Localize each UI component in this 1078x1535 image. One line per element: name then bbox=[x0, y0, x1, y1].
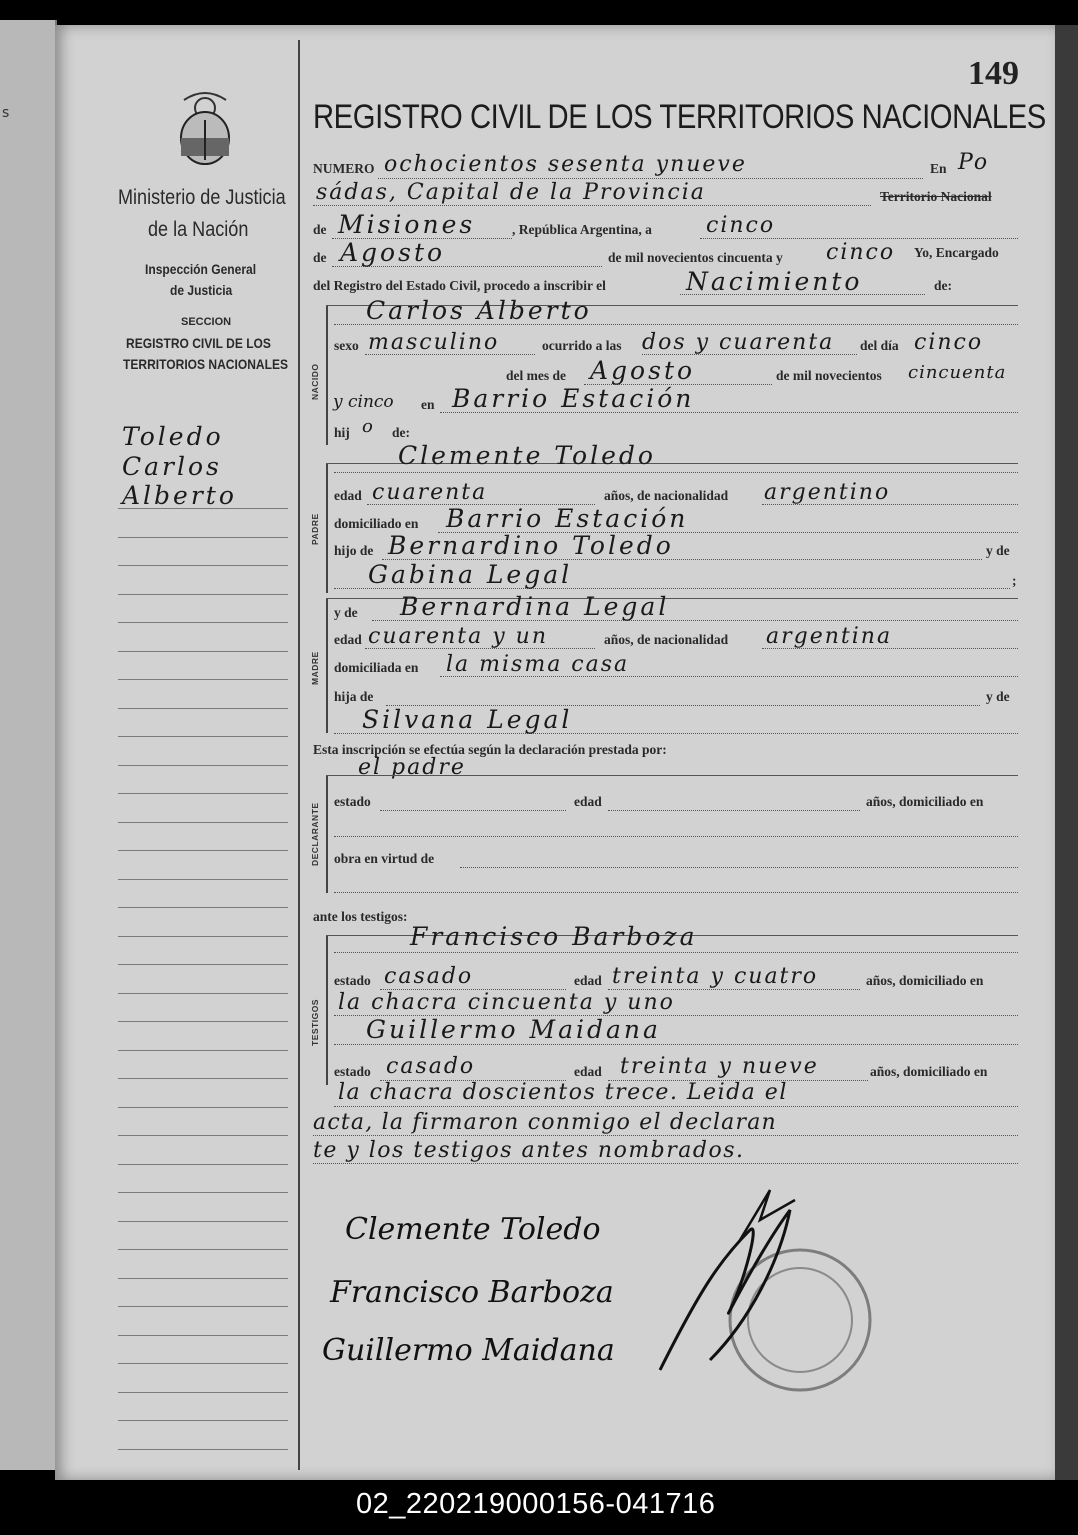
en-label: En bbox=[930, 161, 947, 176]
margin-ruling-line bbox=[118, 793, 288, 794]
nac-dia-value: cinco bbox=[914, 330, 984, 355]
declarante-value: el padre bbox=[358, 755, 466, 780]
declarante-estado-label: estado bbox=[334, 794, 371, 809]
nac-anio-value: cincuenta bbox=[908, 362, 1007, 383]
margin-ruling-line bbox=[118, 708, 288, 709]
padre-dom-label: domiciliado en bbox=[334, 516, 419, 531]
margin-ruling-line bbox=[118, 1449, 288, 1450]
signature-guillermo-maidana: Guillermo Maidana bbox=[322, 1333, 615, 1368]
hij-de: de: bbox=[392, 425, 410, 440]
margin-ruling-line bbox=[118, 594, 288, 595]
padre-y-de: y de bbox=[986, 543, 1010, 558]
document-code: 02_220219000156-041716 bbox=[356, 1488, 716, 1520]
page-title: REGISTRO CIVIL DE LOS TERRITORIOS NACIONALES bbox=[313, 98, 1046, 136]
signature-clemente-toledo: Clemente Toledo bbox=[345, 1212, 601, 1247]
t1-edad: treinta y cuatro bbox=[612, 964, 819, 989]
madre-hija-de-label: hija de bbox=[334, 689, 374, 704]
t2-dom: la chacra doscientos trece. Leida el bbox=[338, 1080, 788, 1105]
numero-value: ochocientos sesenta ynueve bbox=[384, 152, 747, 177]
padre-dom: Barrio Estación bbox=[446, 504, 689, 533]
previous-page-edge: s bbox=[0, 20, 57, 1470]
madre-nac: argentina bbox=[766, 624, 893, 649]
madre-y-de2: y de bbox=[986, 689, 1010, 704]
margin-ruling-line bbox=[118, 736, 288, 737]
margin-ruling-line bbox=[118, 850, 288, 851]
margin-ruling-line bbox=[118, 879, 288, 880]
margin-ruling-line bbox=[118, 565, 288, 566]
margin-name-line1: Toledo bbox=[122, 422, 224, 451]
margin-ruling-line bbox=[118, 1306, 288, 1307]
margin-line bbox=[298, 40, 300, 1470]
footer-bar bbox=[0, 1480, 1078, 1535]
madre-edad-label: edad bbox=[334, 632, 362, 647]
ocurrido-label: ocurrido a las bbox=[542, 338, 622, 353]
testigo2-nombre: Guillermo Maidana bbox=[366, 1015, 661, 1044]
de-label: de bbox=[313, 222, 327, 237]
del-dia-label: del día bbox=[860, 338, 899, 353]
lugar-value: sádas, Capital de la Provincia bbox=[316, 180, 706, 205]
hij-value: o bbox=[362, 416, 375, 437]
inspeccion-line1: Inspección General bbox=[145, 261, 257, 277]
registro-label: del Registro del Estado Civil, procedo a inscribir el bbox=[313, 278, 606, 293]
ministry-line2: de la Nación bbox=[148, 218, 249, 241]
madre-dom-label: domiciliada en bbox=[334, 660, 419, 675]
del-mes-label: del mes de bbox=[506, 368, 566, 383]
en-value: Po bbox=[958, 150, 990, 175]
padre-nac-label: años, de nacionalidad bbox=[604, 488, 729, 503]
declarante-side-label: DECLARANTE bbox=[310, 802, 320, 866]
margin-ruling-line bbox=[118, 1107, 288, 1108]
padre-madre: Gabina Legal bbox=[368, 560, 573, 589]
margin-ruling-line bbox=[118, 765, 288, 766]
madre-madre: Silvana Legal bbox=[362, 705, 573, 734]
anio-value: cinco bbox=[826, 240, 896, 265]
page-number: 149 bbox=[968, 55, 1019, 92]
testigos-side-label: TESTIGOS bbox=[310, 999, 320, 1046]
padre-side-label: PADRE bbox=[310, 513, 320, 545]
lugar-nac-value: Barrio Estación bbox=[452, 384, 695, 413]
margin-name-line2: Carlos bbox=[122, 452, 222, 481]
margin-ruling-line bbox=[118, 1164, 288, 1165]
seccion-label: SECCION bbox=[181, 316, 232, 328]
mil-label: de mil novecientos bbox=[776, 368, 882, 383]
t2-edad: treinta y nueve bbox=[620, 1054, 819, 1079]
madre-side-label: MADRE bbox=[310, 651, 320, 685]
nac-mes-value: Agosto bbox=[590, 356, 696, 385]
t1-dom-label: años, domiciliado en bbox=[866, 973, 984, 988]
margin-ruling-line bbox=[118, 1363, 288, 1364]
sexo-value: masculino bbox=[368, 330, 500, 355]
madre-edad: cuarenta y un bbox=[368, 624, 549, 649]
madre-y-de: y de bbox=[334, 605, 358, 620]
margin-ruling-line bbox=[118, 1420, 288, 1421]
testigos-label: ante los testigos: bbox=[313, 909, 408, 924]
provincia-value: Misiones bbox=[338, 210, 476, 239]
official-stamp-and-signature bbox=[640, 1170, 880, 1430]
margin-ruling-line bbox=[118, 1050, 288, 1051]
madre-nac-label: años, de nacionalidad bbox=[604, 632, 729, 647]
territorio-label: Territorio Nacional bbox=[880, 189, 992, 204]
margin-ruling-line bbox=[118, 1335, 288, 1336]
margin-ruling-line bbox=[118, 1192, 288, 1193]
margin-ruling-line bbox=[118, 1392, 288, 1393]
page-edge bbox=[1055, 25, 1078, 1480]
inspeccion-line2: de Justicia bbox=[170, 282, 233, 298]
encargado-label: Yo, Encargado bbox=[914, 245, 999, 260]
sexo-label: sexo bbox=[334, 338, 359, 353]
obra-label: obra en virtud de bbox=[334, 851, 435, 866]
cierre-line2: te y los testigos antes nombrados. bbox=[313, 1138, 745, 1163]
nacido-side-label: NACIDO bbox=[310, 363, 320, 400]
t1-edad-label: edad bbox=[574, 973, 602, 988]
t2-estado-label: estado bbox=[334, 1064, 371, 1079]
padre-padre: Bernardino Toledo bbox=[388, 531, 674, 560]
margin-ruling-line bbox=[118, 936, 288, 937]
cierre-line1: acta, la firmaron conmigo el declaran bbox=[313, 1110, 777, 1135]
de-colon: de: bbox=[934, 278, 952, 293]
madre-nombre: Bernardina Legal bbox=[400, 592, 670, 621]
t2-estado: casado bbox=[386, 1054, 476, 1079]
hora-value: dos y cuarenta bbox=[642, 330, 835, 355]
de-label2: de bbox=[313, 250, 327, 265]
t2-dom-label: años, domiciliado en bbox=[870, 1064, 988, 1079]
madre-dom: la misma casa bbox=[446, 652, 630, 677]
margin-ruling-line bbox=[118, 822, 288, 823]
margin-ruling-line bbox=[118, 622, 288, 623]
t1-estado-label: estado bbox=[334, 973, 371, 988]
margin-ruling-line bbox=[118, 1221, 288, 1222]
signature-francisco-barboza: Francisco Barboza bbox=[330, 1275, 614, 1310]
acto-value: Nacimiento bbox=[686, 267, 863, 296]
declarante-dom-label: años, domiciliado en bbox=[866, 794, 984, 809]
margin-ruling-line bbox=[118, 964, 288, 965]
hij-label: hij bbox=[334, 425, 350, 440]
ministry-line1: Ministerio de Justicia bbox=[118, 186, 286, 209]
nac-anio-value2: y cinco bbox=[333, 392, 394, 412]
padre-edad: cuarenta bbox=[372, 480, 488, 505]
margin-ruling-line bbox=[118, 1249, 288, 1250]
margin-ruling-line bbox=[118, 1135, 288, 1136]
seccion-line1: REGISTRO CIVIL DE LOS bbox=[126, 335, 271, 351]
dia-value: cinco bbox=[706, 213, 776, 238]
margin-name-line3: Alberto bbox=[122, 481, 237, 510]
seccion-line2: TERRITORIOS NACIONALES bbox=[123, 356, 289, 372]
margin-ruling-line bbox=[118, 679, 288, 680]
margin-ruling-line bbox=[118, 1278, 288, 1279]
padre-semicolon: ; bbox=[1012, 573, 1017, 588]
declarante-edad-label: edad bbox=[574, 794, 602, 809]
t2-edad-label: edad bbox=[574, 1064, 602, 1079]
numero-label: NUMERO bbox=[313, 161, 375, 176]
t1-dom: la chacra cincuenta y uno bbox=[338, 990, 675, 1015]
en-label2: en bbox=[421, 397, 435, 412]
nombre-value: Carlos Alberto bbox=[366, 296, 592, 325]
margin-ruling-line bbox=[118, 537, 288, 538]
margin-ruling-line bbox=[118, 1021, 288, 1022]
margin-ruling-line bbox=[118, 993, 288, 994]
margin-ruling-line bbox=[118, 907, 288, 908]
margin-ruling-line bbox=[118, 1078, 288, 1079]
declaracion-label: Esta inscripción se efectúa según la declaración prestada por: bbox=[313, 742, 667, 757]
padre-edad-label: edad bbox=[334, 488, 362, 503]
testigo1-nombre: Francisco Barboza bbox=[410, 922, 698, 951]
anio-label: de mil novecientos cincuenta y bbox=[608, 250, 783, 265]
coat-of-arms-icon bbox=[176, 90, 234, 166]
padre-nombre: Clemente Toledo bbox=[398, 441, 656, 470]
republica-label: , República Argentina, a bbox=[512, 222, 652, 237]
t1-estado: casado bbox=[384, 964, 474, 989]
margin-ruling-line bbox=[118, 651, 288, 652]
mes-value: Agosto bbox=[340, 238, 446, 267]
padre-nac: argentino bbox=[764, 480, 891, 505]
padre-hijo-de-label: hijo de bbox=[334, 543, 374, 558]
